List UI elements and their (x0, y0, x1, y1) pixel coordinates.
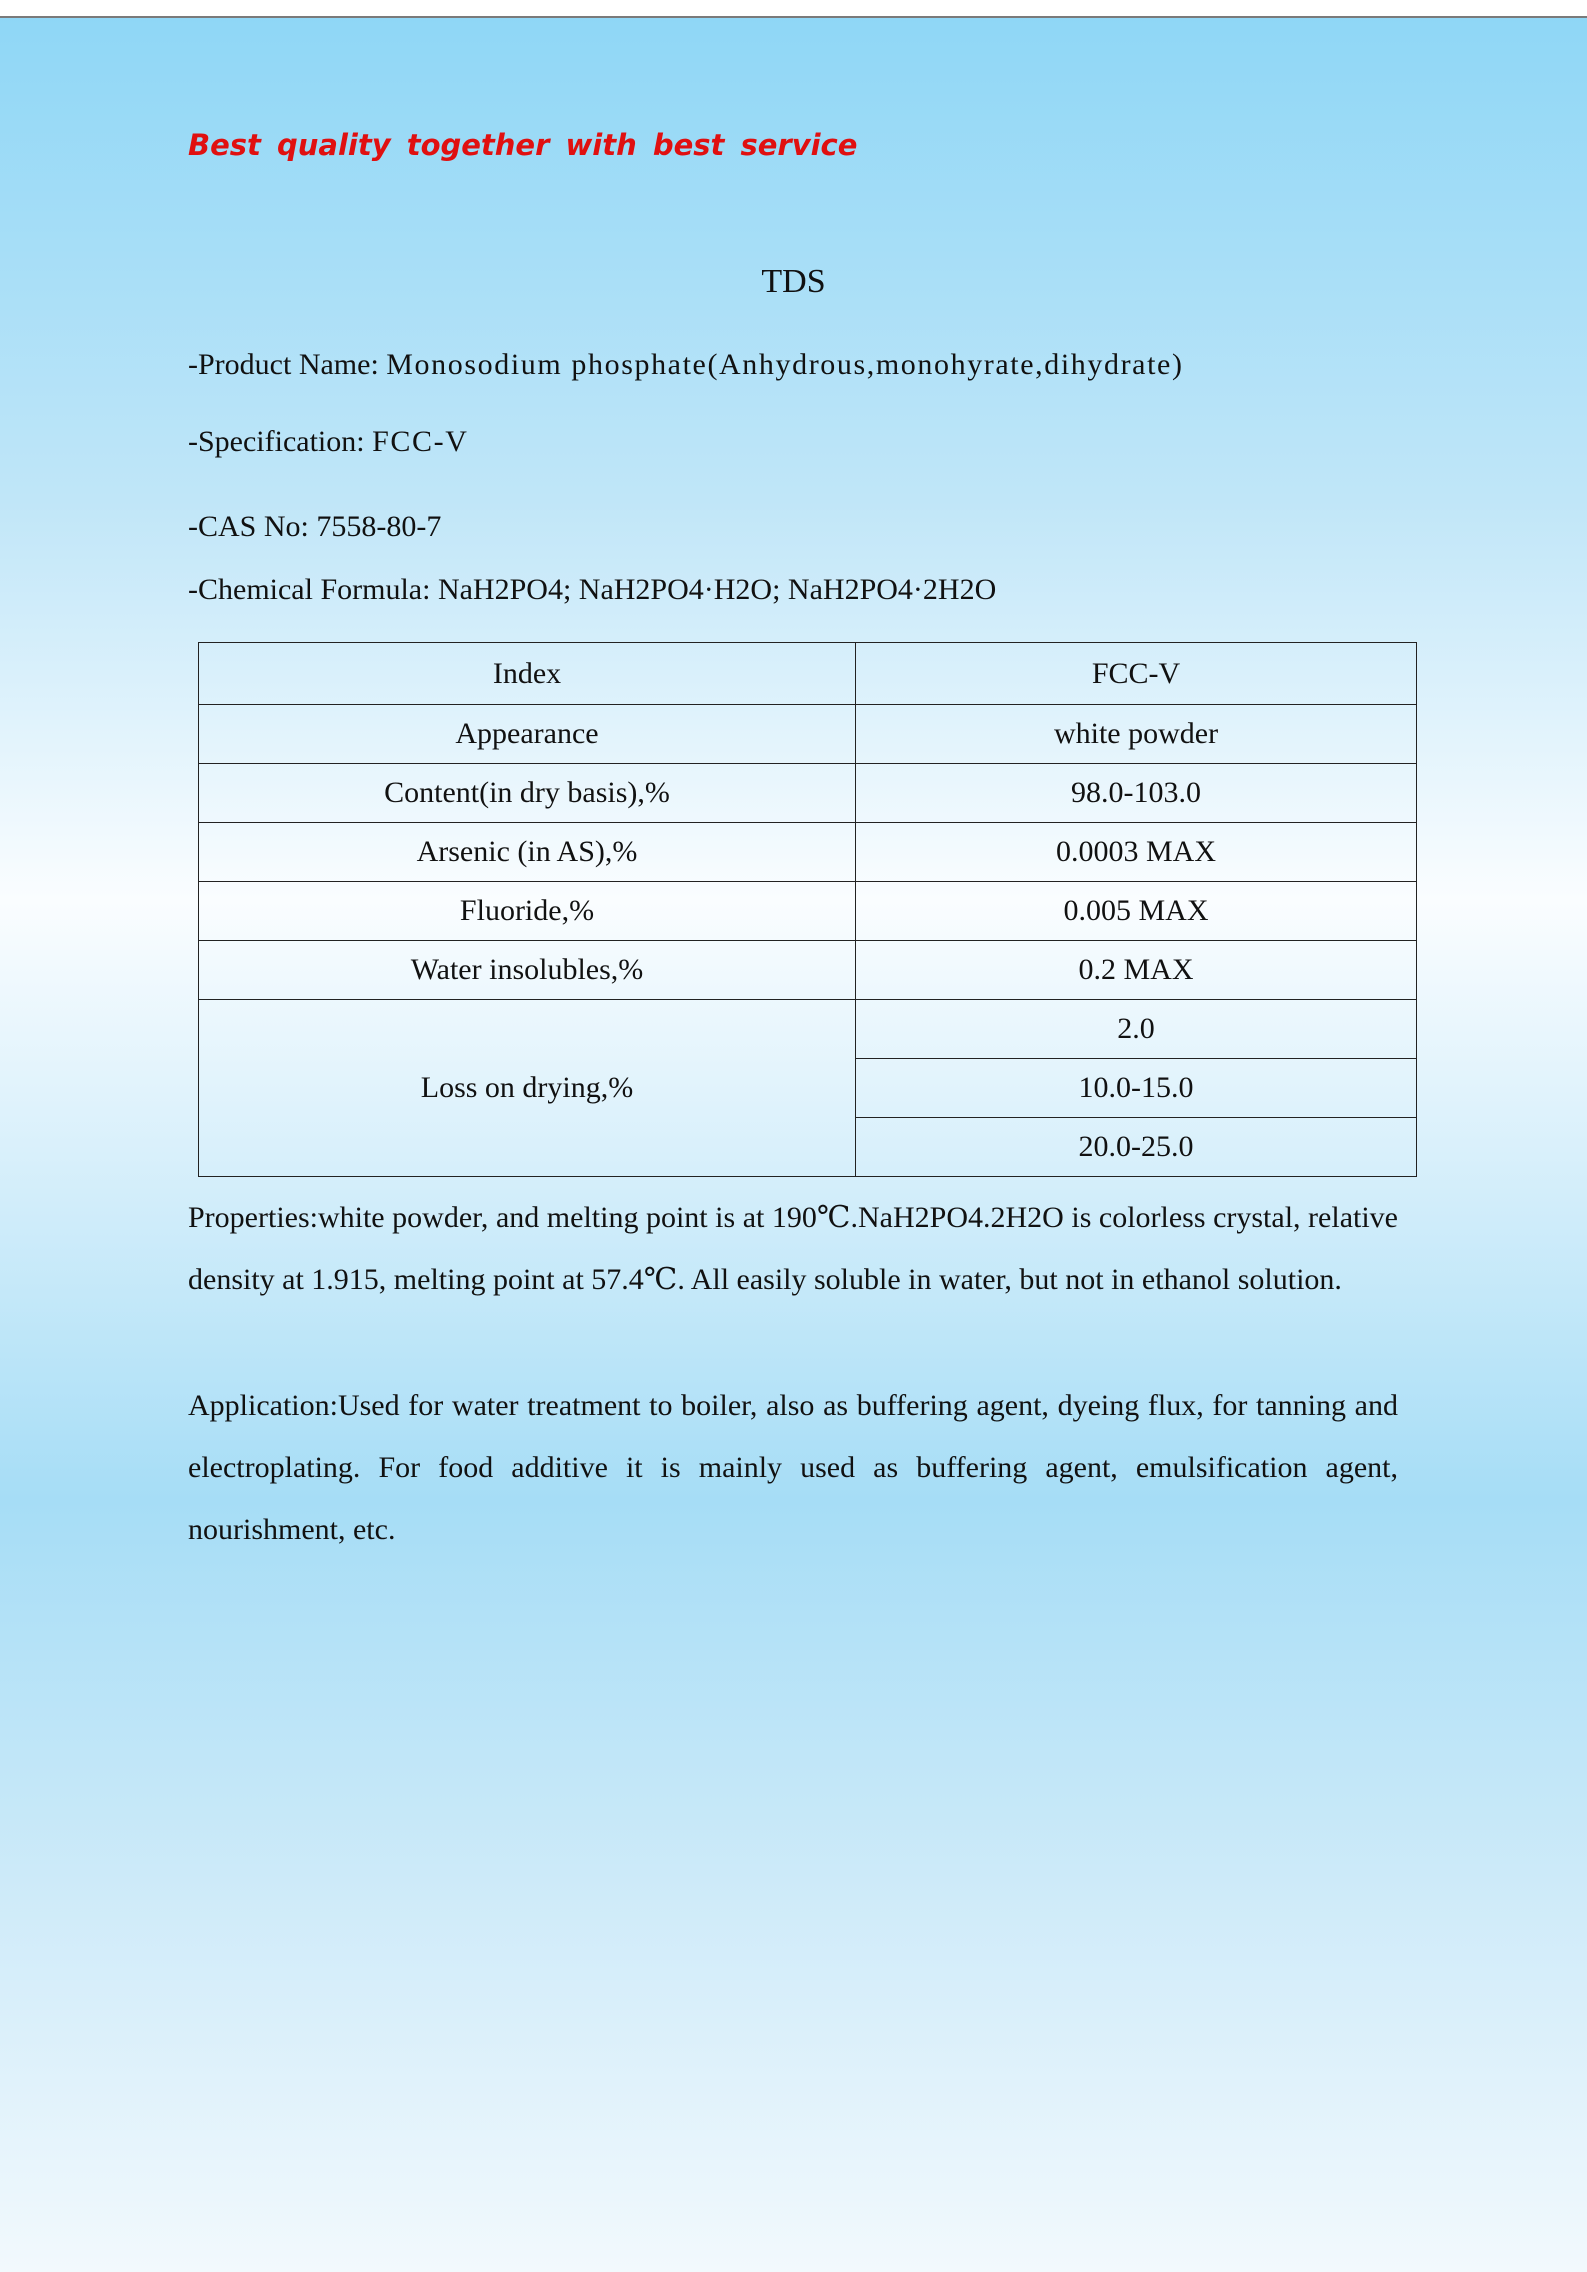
row-index-cell: Appearance (199, 705, 856, 764)
row-index-cell: Content(in dry basis),% (199, 764, 856, 823)
chemical-formula-label: -Chemical Formula: (188, 573, 431, 606)
chemical-formula-line (188, 573, 996, 607)
table-row (199, 882, 1417, 941)
properties-paragraph: Properties:white powder, and melting point is at 190℃.NaH2PO4.2H2O is colorless crystal, relative density at 1.915, melting point at 57.4℃. All easily soluble in water, but not in ethanol solution. (188, 1201, 1398, 1296)
row-value-cell: 0.2 MAX (856, 941, 1417, 1000)
product-name-line (188, 348, 1184, 382)
specification-table (198, 642, 1417, 1177)
loss-on-drying-value-monohydrate: 10.0-15.0 (856, 1059, 1417, 1118)
cas-line (188, 510, 441, 544)
specification-value: FCC-V (372, 425, 469, 458)
specification-label: -Specification: (188, 425, 365, 458)
row-value-cell: white powder (856, 705, 1417, 764)
page-top-border (0, 0, 1587, 18)
row-value-cell: 0.0003 MAX (856, 823, 1417, 882)
slogan: Best quality together with best service (188, 128, 858, 162)
table-row (199, 823, 1417, 882)
document-title: TDS (761, 263, 826, 300)
loss-on-drying-value-dihydrate: 20.0-25.0 (856, 1118, 1417, 1177)
chemical-formula-value: NaH2PO4; NaH2PO4·H2O; NaH2PO4·2H2O (437, 573, 997, 606)
row-value-cell: 0.005 MAX (856, 882, 1417, 941)
cas-value: 7558-80-7 (316, 510, 442, 543)
loss-on-drying-index-cell: Loss on drying,% (199, 1000, 856, 1177)
specification-line (188, 425, 468, 459)
application-paragraph: Application:Used for water treatment to boiler, also as buffering agent, dyeing flux, for tanning and electroplating. For food additive it is mainly used as buffering agent, emulsification agent, nourishment, etc. (188, 1389, 1398, 1546)
header-index: Index (199, 643, 856, 705)
table-row (199, 1000, 1417, 1059)
row-index-cell: Fluoride,% (199, 882, 856, 941)
table-header-row (199, 643, 1417, 705)
cas-label: -CAS No: (188, 510, 309, 543)
product-name-label: -Product Name: (188, 348, 379, 381)
table-row (199, 705, 1417, 764)
loss-on-drying-value-anhydrous: 2.0 (856, 1000, 1417, 1059)
row-value-cell: 98.0-103.0 (856, 764, 1417, 823)
table-row (199, 941, 1417, 1000)
header-standard: FCC-V (856, 643, 1417, 705)
product-name-value: Monosodium phosphate(Anhydrous,monohyrate,dihydrate) (386, 348, 1184, 381)
table-row (199, 764, 1417, 823)
row-index-cell: Water insolubles,% (199, 941, 856, 1000)
row-index-cell: Arsenic (in AS),% (199, 823, 856, 882)
